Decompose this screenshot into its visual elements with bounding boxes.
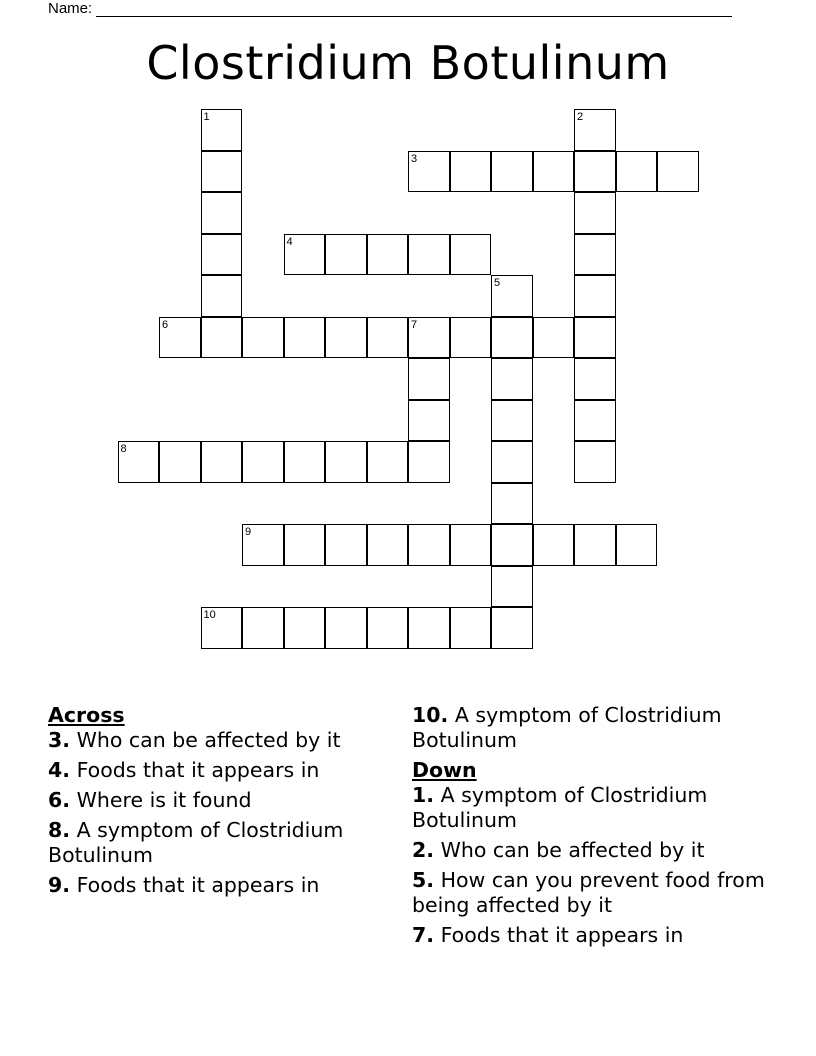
grid-cell[interactable] xyxy=(491,524,533,566)
clue-number: 4. xyxy=(48,758,71,782)
grid-cell[interactable] xyxy=(201,317,243,359)
grid-cell[interactable] xyxy=(408,441,450,483)
grid-cell[interactable] xyxy=(533,524,575,566)
grid-cell[interactable] xyxy=(325,607,367,649)
clue-number: 1. xyxy=(412,783,435,807)
clue-down-7 xyxy=(412,923,772,948)
grid-cell[interactable] xyxy=(367,441,409,483)
clue-number: 8. xyxy=(48,818,71,842)
clue-number-label: 9 xyxy=(245,526,252,538)
grid-cell[interactable] xyxy=(574,524,616,566)
clue-text: A symptom of Clostridium Botulinum xyxy=(412,703,722,752)
grid-cell[interactable] xyxy=(574,317,616,359)
clue-number: 3. xyxy=(48,728,71,752)
grid-cell[interactable] xyxy=(450,151,492,193)
grid-cell[interactable] xyxy=(325,524,367,566)
grid-cell[interactable] xyxy=(242,317,284,359)
across-heading: Across xyxy=(48,703,125,727)
grid-cell[interactable] xyxy=(242,607,284,649)
clue-across-8 xyxy=(48,818,398,868)
clue-number-label: 6 xyxy=(162,318,169,331)
clue-across-6 xyxy=(48,788,398,813)
clues-column-right xyxy=(412,703,772,953)
clue-number-label: 2 xyxy=(577,111,584,123)
grid-cell[interactable] xyxy=(159,441,201,483)
clue-across-3 xyxy=(48,728,398,753)
clue-text: Foods that it appears in xyxy=(76,873,320,897)
grid-cell[interactable] xyxy=(491,358,533,400)
grid-cell[interactable] xyxy=(616,151,658,193)
clue-number: 10. xyxy=(412,703,449,727)
puzzle-title: Clostridium Botulinum xyxy=(146,36,670,90)
grid-cell[interactable] xyxy=(367,524,409,566)
clue-number-label: 10 xyxy=(203,609,216,621)
clue-text: How can you prevent food from being affected by it xyxy=(412,868,765,917)
grid-cell[interactable] xyxy=(533,317,575,359)
grid-cell[interactable] xyxy=(201,275,243,317)
grid-cell[interactable] xyxy=(533,151,575,193)
grid-cell[interactable] xyxy=(325,441,367,483)
grid-cell[interactable] xyxy=(657,151,699,193)
clue-down-1 xyxy=(412,783,772,833)
grid-cell[interactable] xyxy=(367,234,409,276)
clue-across-10 xyxy=(412,703,772,753)
clue-text: Who can be affected by it xyxy=(440,838,705,862)
grid-cell[interactable] xyxy=(284,441,326,483)
clue-number-label: 5 xyxy=(494,277,501,289)
grid-cell[interactable] xyxy=(616,524,658,566)
clue-number-label: 8 xyxy=(120,443,127,455)
grid-cell[interactable] xyxy=(201,192,243,234)
clue-number-label: 3 xyxy=(411,152,418,165)
down-heading: Down xyxy=(412,758,477,782)
grid-cell[interactable] xyxy=(574,441,616,483)
clue-text: Who can be affected by it xyxy=(76,728,341,752)
grid-cell[interactable] xyxy=(574,192,616,234)
clue-text: Foods that it appears in xyxy=(440,923,684,947)
clue-number: 9. xyxy=(48,873,71,897)
grid-cell[interactable] xyxy=(284,317,326,359)
grid-cell[interactable] xyxy=(574,275,616,317)
grid-cell[interactable] xyxy=(491,441,533,483)
clue-number: 5. xyxy=(412,868,435,892)
clue-down-2 xyxy=(412,838,772,863)
grid-cell[interactable] xyxy=(574,400,616,442)
clue-number: 2. xyxy=(412,838,435,862)
clue-number-label: 1 xyxy=(203,111,210,123)
grid-cell[interactable] xyxy=(242,441,284,483)
clue-text: A symptom of Clostridium Botulinum xyxy=(412,783,708,832)
grid-cell[interactable] xyxy=(491,483,533,525)
grid-cell[interactable] xyxy=(201,441,243,483)
grid-cell[interactable] xyxy=(201,151,243,193)
grid-cell[interactable] xyxy=(408,400,450,442)
grid-cell[interactable] xyxy=(367,607,409,649)
clue-number-label: 7 xyxy=(411,318,418,331)
grid-cell[interactable] xyxy=(450,234,492,276)
grid-cell[interactable] xyxy=(284,524,326,566)
grid-cell[interactable] xyxy=(325,234,367,276)
grid-cell[interactable] xyxy=(491,151,533,193)
clue-number: 6. xyxy=(48,788,71,812)
grid-cell[interactable] xyxy=(408,524,450,566)
grid-cell[interactable] xyxy=(408,607,450,649)
grid-cell[interactable] xyxy=(491,607,533,649)
clue-text: Foods that it appears in xyxy=(76,758,320,782)
clue-number: 7. xyxy=(412,923,435,947)
clue-down-5 xyxy=(412,868,772,918)
grid-cell[interactable] xyxy=(284,607,326,649)
clue-across-4 xyxy=(48,758,398,783)
grid-cell[interactable] xyxy=(491,317,533,359)
grid-cell[interactable] xyxy=(450,607,492,649)
grid-cell[interactable] xyxy=(574,358,616,400)
grid-cell[interactable] xyxy=(408,358,450,400)
clue-text: Where is it found xyxy=(76,788,252,812)
clue-text: A symptom of Clostridium Botulinum xyxy=(48,818,344,867)
grid-cell[interactable] xyxy=(450,317,492,359)
grid-cell[interactable] xyxy=(491,400,533,442)
name-label: Name: xyxy=(48,0,93,17)
grid-cell[interactable] xyxy=(450,524,492,566)
clues-column-left xyxy=(48,703,398,903)
grid-cell[interactable] xyxy=(574,151,616,193)
grid-cell[interactable] xyxy=(408,234,450,276)
grid-cell[interactable] xyxy=(325,317,367,359)
grid-cell[interactable] xyxy=(201,234,243,276)
grid-cell[interactable] xyxy=(367,317,409,359)
grid-cell[interactable] xyxy=(491,566,533,608)
grid-cell[interactable] xyxy=(574,234,616,276)
clue-number-label: 4 xyxy=(286,235,293,248)
clue-across-9 xyxy=(48,873,398,898)
